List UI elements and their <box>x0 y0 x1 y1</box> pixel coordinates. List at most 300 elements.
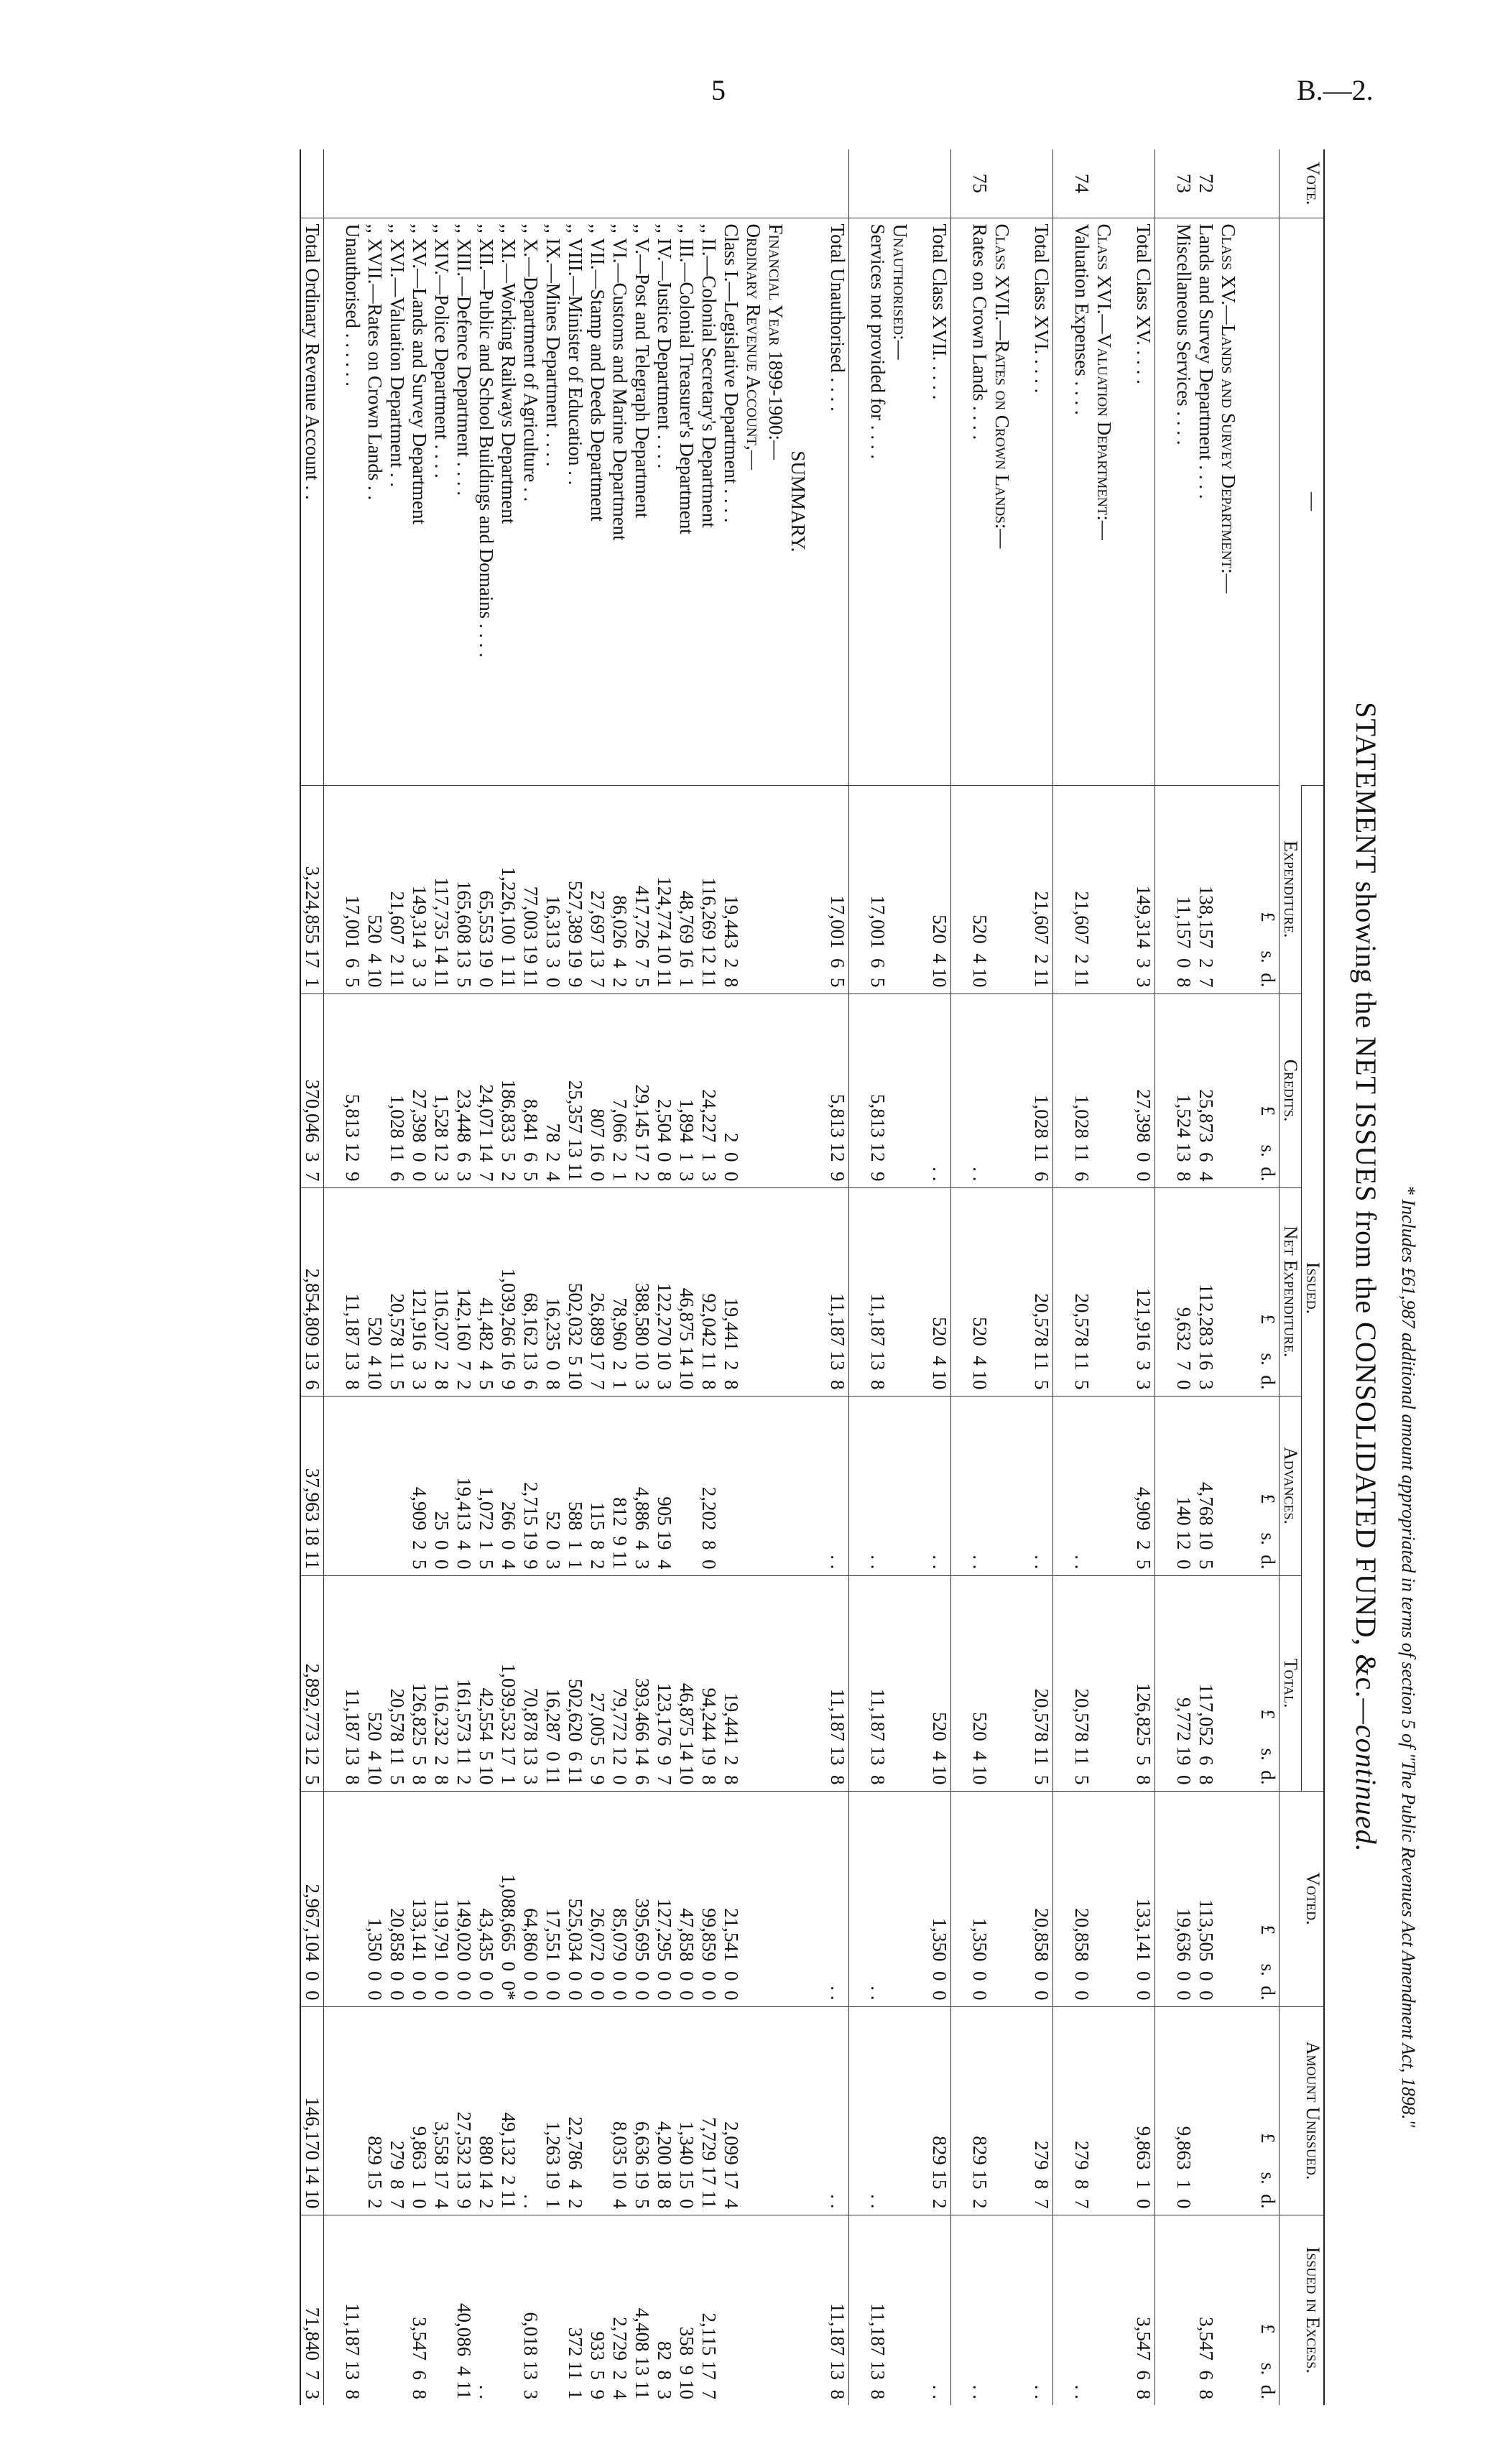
empty-cell <box>889 1396 911 1575</box>
amount-cell: 11,187 13 8 <box>866 2215 889 2405</box>
amount-cell: 133,141 0 0 <box>1132 1791 1155 2006</box>
amount-cell: 2,715 19 9 <box>519 1396 542 1575</box>
amount-cell: 588 1 1 <box>564 1396 586 1575</box>
amount-cell: 4,408 13 11 <box>631 2215 653 2405</box>
empty-cell <box>991 994 1013 1187</box>
empty-cell <box>742 1575 764 1791</box>
empty-cell <box>787 994 809 1187</box>
units-row <box>1257 149 1280 2405</box>
amount-cell: 186,833 5 2 <box>497 994 519 1187</box>
amount-cell <box>364 2215 386 2405</box>
row-label: Services not provided for . . . . <box>866 218 889 785</box>
empty-cell <box>1013 785 1030 994</box>
amount-cell: 86,026 4 2 <box>609 785 631 994</box>
empty-cell <box>764 1575 787 1791</box>
empty-cell <box>1115 1187 1132 1396</box>
summary-row <box>475 149 497 2405</box>
empty-cell <box>1093 2006 1115 2215</box>
spacer-row <box>1239 149 1257 2405</box>
amount-cell: 94,244 19 8 <box>698 1575 720 1791</box>
row-label: ,, IV.—Justice Department . . . . <box>653 218 675 785</box>
empty-cell <box>951 994 969 1187</box>
empty-cell <box>1155 994 1173 1187</box>
amount-cell: 11,187 13 8 <box>341 1187 364 1396</box>
empty-cell <box>991 1575 1013 1791</box>
amount-cell: 417,726 7 5 <box>631 785 653 994</box>
empty-cell <box>764 1396 787 1575</box>
empty-cell <box>1053 2215 1071 2405</box>
amount-cell: 47,858 0 0 <box>675 1791 698 2006</box>
row-label: ,, III.—Colonial Treasurer's Department <box>675 218 698 785</box>
summary-row <box>497 149 519 2405</box>
amount-cell: 25,357 13 11 <box>564 994 586 1187</box>
vote-number <box>675 149 698 218</box>
amount-cell: 1,340 15 0 <box>675 2006 698 2215</box>
amount-cell: 905 19 4 <box>653 1396 675 1575</box>
amount-cell: . . <box>826 2006 849 2215</box>
amount-cell: 161,573 11 2 <box>453 1575 475 1791</box>
vote-cell <box>1217 149 1239 218</box>
amount-cell <box>675 1396 698 1575</box>
empty-cell <box>1239 1187 1257 1396</box>
amount-cell: 1,028 11 6 <box>1030 994 1053 1187</box>
amount-cell <box>542 2215 564 2405</box>
section-heading: Ordinary Revenue Account,— <box>742 218 764 785</box>
amount-cell: 4,909 2 5 <box>408 1396 430 1575</box>
amount-cell: 11,187 13 8 <box>866 1575 889 1791</box>
amount-cell: 1,226,100 1 11 <box>497 785 519 994</box>
empty-cell <box>911 1187 928 1396</box>
amount-cell: 520 4 10 <box>968 1575 991 1791</box>
empty-cell <box>1013 1791 1030 2006</box>
empty-cell <box>1053 1575 1071 1791</box>
amount-cell: 17,001 6 5 <box>826 785 849 994</box>
amount-cell: 1,894 1 3 <box>675 994 698 1187</box>
amount-cell: 117,052 6 8 <box>1195 1575 1217 1791</box>
vote-number <box>341 149 364 218</box>
empty-cell <box>1093 1187 1115 1396</box>
amount-cell: 2,967,104 0 0 <box>300 1791 324 2006</box>
row-label: ,, XII.—Public and School Buildings and Domains . . . . <box>475 218 497 785</box>
summary-account-row <box>742 149 764 2405</box>
amount-cell: 20,858 0 0 <box>386 1791 408 2006</box>
amount-cell: 21,607 2 11 <box>1070 785 1093 994</box>
row-label: ,, VII.—Stamp and Deeds Department <box>586 218 609 785</box>
amount-cell: 279 8 7 <box>386 2006 408 2215</box>
empty-cell <box>889 785 911 994</box>
empty-cell <box>809 1575 826 1791</box>
amount-cell: 502,032 5 10 <box>564 1187 586 1396</box>
vote-number: 72 <box>1195 173 1217 193</box>
empty-cell <box>1115 1396 1132 1575</box>
unit-cell: £ s. d. <box>1257 785 1280 994</box>
row-label: Total Class XVII. . . . . <box>928 218 951 785</box>
empty-cell <box>1155 2215 1173 2405</box>
empty-cell <box>324 1791 342 2006</box>
summary-row <box>542 149 564 2405</box>
amount-cell: 370,046 3 7 <box>300 994 324 1187</box>
table-row <box>1195 149 1217 2405</box>
amount-cell: 1,263 19 1 <box>542 2006 564 2215</box>
amount-cell: 11,187 13 8 <box>341 1575 364 1791</box>
total-row <box>826 149 849 2405</box>
section-heading-row <box>1093 149 1115 2405</box>
amount-cell: 393,466 14 6 <box>631 1575 653 1791</box>
amount-cell: 279 8 7 <box>1030 2006 1053 2215</box>
amount-cell: 20,578 11 5 <box>1070 1575 1093 1791</box>
empty-cell <box>1217 2215 1239 2405</box>
vote-number: 74 <box>1071 173 1093 193</box>
amount-cell: 43,435 0 0 <box>475 1791 497 2006</box>
footnote: * Includes £61,987 additional amount appropriated in terms of section 5 of "The Public Revenues Act Amendment Act, 1898." <box>1398 1185 1419 2128</box>
table-row <box>1172 149 1195 2405</box>
row-label: ,, VIII.—Minister of Education . . <box>564 218 586 785</box>
spacer-row <box>809 149 826 2405</box>
section-heading: Class XVII.—Rates on Crown Lands:— <box>991 218 1013 785</box>
vote-number <box>826 149 849 218</box>
statement-title: STATEMENT showing the NET ISSUES from the CONSOLIDATED FUND, &c.—continued. <box>1350 702 1382 1853</box>
amount-cell: . . <box>968 994 991 1187</box>
amount-cell: 19,413 4 0 <box>453 1396 475 1575</box>
page-number: 5 <box>711 74 726 106</box>
amount-cell: 2,202 8 0 <box>698 1396 720 1575</box>
amount-cell: 17,001 6 5 <box>341 785 364 994</box>
empty-cell <box>889 2215 911 2405</box>
empty-cell <box>849 785 867 994</box>
amount-cell: 2,729 2 4 <box>609 2215 631 2405</box>
empty-cell <box>951 1396 969 1575</box>
amount-cell: 8,841 6 5 <box>519 994 542 1187</box>
amount-cell: 40,086 4 11 <box>453 2215 475 2405</box>
amount-cell: 124,774 10 11 <box>653 785 675 994</box>
empty-cell <box>764 2215 787 2405</box>
empty-cell <box>991 2006 1013 2215</box>
row-label: ,, XVII.—Rates on Crown Lands . . <box>364 218 386 785</box>
amount-cell: 126,825 5 8 <box>1132 1575 1155 1791</box>
amount-cell: 9,863 1 0 <box>1132 2006 1155 2215</box>
empty-cell <box>889 994 911 1187</box>
amount-cell: 6,018 13 3 <box>519 2215 542 2405</box>
empty-cell <box>911 785 928 994</box>
amount-cell: 829 15 2 <box>968 2006 991 2215</box>
amount-cell: 119,791 0 0 <box>430 1791 453 2006</box>
amount-cell: 3,547 6 8 <box>1132 2215 1155 2405</box>
empty-cell <box>951 785 969 994</box>
description-header: — <box>1280 218 1325 785</box>
empty-cell <box>911 1396 928 1575</box>
empty-cell <box>1217 994 1239 1187</box>
amount-cell: 520 4 10 <box>364 785 386 994</box>
vote-number <box>720 149 742 218</box>
empty-cell <box>1239 218 1257 785</box>
empty-cell <box>809 2006 826 2215</box>
amount-cell: 4,909 2 5 <box>1132 1396 1155 1575</box>
amount-cell: 20,578 11 5 <box>1030 1187 1053 1396</box>
amount-cell: 5,813 12 9 <box>826 994 849 1187</box>
total-row <box>1132 149 1155 2405</box>
empty-cell <box>1155 1791 1173 2006</box>
empty-cell <box>1013 149 1030 218</box>
empty-cell <box>1115 1791 1132 2006</box>
document-reference: B.—2. <box>1297 74 1374 106</box>
empty-cell <box>809 1187 826 1396</box>
empty-cell <box>787 2215 809 2405</box>
empty-cell <box>991 1791 1013 2006</box>
amount-cell: 16,313 3 0 <box>542 785 564 994</box>
amount-cell: 22,786 4 2 <box>564 2006 586 2215</box>
amount-cell: 2,099 17 4 <box>720 2006 742 2215</box>
vote-number <box>475 149 497 218</box>
amount-cell: 19,636 0 0 <box>1172 1791 1195 2006</box>
amount-cell: 113,505 0 0 <box>1195 1791 1217 2006</box>
amount-cell: 27,532 13 9 <box>453 2006 475 2215</box>
vote-number <box>866 149 889 218</box>
empty-cell <box>991 1187 1013 1396</box>
table-row <box>866 149 889 2405</box>
section-heading: Class XVI.—Valuation Department:— <box>1093 218 1115 785</box>
vote-number: 75 <box>969 173 991 193</box>
empty-cell <box>742 2006 764 2215</box>
summary-row <box>341 149 364 2405</box>
section-heading-row <box>889 149 911 2405</box>
empty-cell <box>951 218 969 785</box>
amount-cell: 520 4 10 <box>364 1575 386 1791</box>
amount-cell: 358 9 10 <box>675 2215 698 2405</box>
amount-cell: 46,875 14 10 <box>675 1575 698 1791</box>
amount-cell: 1,039,532 17 1 <box>497 1575 519 1791</box>
empty-cell <box>324 2006 342 2215</box>
summary-row <box>519 149 542 2405</box>
amount-cell: 116,232 2 8 <box>430 1575 453 1791</box>
amount-cell: 20,578 11 5 <box>1030 1575 1053 1791</box>
amount-cell: 17,551 0 0 <box>542 1791 564 2006</box>
empty-cell <box>324 1187 342 1396</box>
amount-cell: 807 16 0 <box>586 994 609 1187</box>
row-label: ,, IX.—Mines Department . . . . <box>542 218 564 785</box>
vote-number <box>698 149 720 218</box>
empty-cell <box>1093 1396 1115 1575</box>
empty-cell <box>1217 1396 1239 1575</box>
amount-cell <box>720 1396 742 1575</box>
summary-row <box>675 149 698 2405</box>
empty-cell <box>911 994 928 1187</box>
rotated-statement <box>33 149 1391 2405</box>
amount-cell: 1,088,665 0 0* <box>497 1791 519 2006</box>
vote-cell <box>1257 149 1280 218</box>
empty-cell <box>324 2215 342 2405</box>
summary-row <box>364 149 386 2405</box>
amount-cell <box>364 1396 386 1575</box>
row-label: ,, VI.—Customs and Marine Department <box>609 218 631 785</box>
amount-cell: 11,187 13 8 <box>826 2215 849 2405</box>
amount-cell: 1,350 0 0 <box>928 1791 951 2006</box>
empty-cell <box>849 994 867 1187</box>
amount-cell: 527,389 19 9 <box>564 785 586 994</box>
empty-cell <box>889 1575 911 1791</box>
empty-cell <box>1115 149 1132 218</box>
empty-cell <box>911 2006 928 2215</box>
amount-cell: 2,504 0 8 <box>653 994 675 1187</box>
advances-header: Advances. <box>1280 1396 1302 1575</box>
amount-cell: 24,071 14 7 <box>475 994 497 1187</box>
empty-cell <box>991 1396 1013 1575</box>
empty-cell <box>1239 1396 1257 1575</box>
unit-cell: £ s. d. <box>1257 1791 1280 2006</box>
issued-header: Issued. <box>1302 785 1325 1791</box>
amount-cell: 64,860 0 0 <box>519 1791 542 2006</box>
row-label: Unauthorised . . . . . . <box>341 218 364 785</box>
amount-cell <box>386 2215 408 2405</box>
amount-cell <box>430 2215 453 2405</box>
empty-cell <box>1013 2215 1030 2405</box>
amount-cell: 121,916 3 3 <box>408 1187 430 1396</box>
empty-cell <box>911 1791 928 2006</box>
vote-cell <box>742 149 764 218</box>
empty-cell <box>764 1791 787 2006</box>
row-label: ,, X.—Department of Agriculture . . <box>519 218 542 785</box>
section-heading: SUMMARY. <box>787 218 809 785</box>
amount-cell: 71,840 7 3 <box>300 2215 324 2405</box>
amount-cell: 149,020 0 0 <box>453 1791 475 2006</box>
amount-cell: 85,079 0 0 <box>609 1791 631 2006</box>
row-label: Total Class XV. . . . . <box>1132 218 1155 785</box>
amount-cell: 11,187 13 8 <box>826 1187 849 1396</box>
empty-cell <box>809 2215 826 2405</box>
amount-cell <box>720 2215 742 2405</box>
vote-number <box>408 149 430 218</box>
summary-row <box>653 149 675 2405</box>
amount-cell: 5,813 12 9 <box>866 994 889 1187</box>
amount-cell: 1,350 0 0 <box>968 1791 991 2006</box>
amount-cell: 880 14 2 <box>475 2006 497 2215</box>
amount-cell: 133,141 0 0 <box>408 1791 430 2006</box>
header-row-1 <box>1302 149 1325 2405</box>
empty-cell <box>764 1187 787 1396</box>
summary-row <box>386 149 408 2405</box>
empty-cell <box>1053 1791 1071 2006</box>
amount-cell: 20,578 11 5 <box>386 1187 408 1396</box>
unissued-header: Amount Unissued. <box>1280 2006 1325 2215</box>
empty-cell <box>1239 2006 1257 2215</box>
vote-cell <box>991 149 1013 218</box>
amount-cell: 520 4 10 <box>968 785 991 994</box>
amount-cell: 395,695 0 0 <box>631 1791 653 2006</box>
amount-cell: 26,072 0 0 <box>586 1791 609 2006</box>
row-label: ,, II.—Colonial Secretary's Department <box>698 218 720 785</box>
amount-cell: 7,066 2 1 <box>609 994 631 1187</box>
row-label: ,, XI.—Working Railways Department <box>497 218 519 785</box>
spacer-row <box>324 149 342 2405</box>
amount-cell: . . <box>519 2006 542 2215</box>
voted-header: Voted. <box>1280 1791 1325 2006</box>
vote-cell <box>764 149 787 218</box>
row-label: ,, XVI.—Valuation Department . . <box>386 218 408 785</box>
grand-total-row <box>300 149 324 2405</box>
amount-cell: 21,607 2 11 <box>386 785 408 994</box>
amount-cell: 82 8 3 <box>653 2215 675 2405</box>
amount-cell: 146,170 14 10 <box>300 2006 324 2215</box>
vote-number <box>542 149 564 218</box>
amount-cell <box>386 1396 408 1575</box>
row-label: Lands and Survey Department . . . . <box>1195 218 1217 785</box>
spacer-row <box>911 149 928 2405</box>
amount-cell: 266 0 4 <box>497 1396 519 1575</box>
vote-number <box>300 149 324 218</box>
vote-number <box>453 149 475 218</box>
empty-cell <box>809 1791 826 2006</box>
empty-cell <box>849 2215 867 2405</box>
amount-cell <box>341 1396 364 1575</box>
amount-cell: 11,187 13 8 <box>866 1187 889 1396</box>
unit-cell: £ s. d. <box>1257 1396 1280 1575</box>
amount-cell: 829 15 2 <box>928 2006 951 2215</box>
empty-cell <box>787 1791 809 2006</box>
net-expenditure-header: Net Expenditure. <box>1280 1187 1302 1396</box>
amount-cell: 65,553 19 0 <box>475 785 497 994</box>
amount-cell: 2 0 0 <box>720 994 742 1187</box>
amount-cell <box>364 994 386 1187</box>
unit-cell: £ s. d. <box>1257 2215 1280 2405</box>
empty-cell <box>1239 1791 1257 2006</box>
amount-cell: 27,005 5 9 <box>586 1575 609 1791</box>
empty-cell <box>809 149 826 218</box>
amount-cell: 70,878 13 3 <box>519 1575 542 1791</box>
empty-cell <box>1239 149 1257 218</box>
amount-cell: 7,729 17 11 <box>698 2006 720 2215</box>
amount-cell: 1,028 11 6 <box>1070 994 1093 1187</box>
amount-cell: 27,697 13 7 <box>586 785 609 994</box>
empty-cell <box>1115 2215 1132 2405</box>
amount-cell: 1,524 13 8 <box>1172 994 1195 1187</box>
empty-cell <box>324 218 342 785</box>
empty-cell <box>911 1575 928 1791</box>
amount-cell: 2,854,809 13 6 <box>300 1187 324 1396</box>
row-label: Valuation Expenses . . . . <box>1070 218 1093 785</box>
amount-cell: 1,528 12 3 <box>430 994 453 1187</box>
empty-cell <box>742 1396 764 1575</box>
empty-cell <box>911 149 928 218</box>
amount-cell: 5,813 12 9 <box>341 994 364 1187</box>
empty-cell <box>1093 785 1115 994</box>
summary-heading-row <box>787 149 809 2405</box>
empty-cell <box>1155 1396 1173 1575</box>
empty-cell <box>809 218 826 785</box>
amount-cell: 16,235 0 8 <box>542 1187 564 1396</box>
empty-cell <box>1239 1575 1257 1791</box>
empty-cell <box>1155 149 1173 218</box>
empty-cell <box>1217 1187 1239 1396</box>
amount-cell: 116,207 2 8 <box>430 1187 453 1396</box>
amount-cell: 21,541 0 0 <box>720 1791 742 2006</box>
amount-cell: . . <box>826 1791 849 2006</box>
row-label: Rates on Crown Lands . . . . <box>968 218 991 785</box>
vote-cell <box>889 149 911 218</box>
amount-cell: 48,769 16 1 <box>675 785 698 994</box>
amount-cell: 4,886 4 3 <box>631 1396 653 1575</box>
amount-cell: 52 0 3 <box>542 1396 564 1575</box>
amount-cell: 126,825 5 8 <box>408 1575 430 1791</box>
section-heading-row <box>1217 149 1239 2405</box>
amount-cell: 3,558 17 4 <box>430 2006 453 2215</box>
amount-cell: 165,608 13 5 <box>453 785 475 994</box>
empty-cell <box>1155 785 1173 994</box>
amount-cell: 2,115 17 7 <box>698 2215 720 2405</box>
amount-cell: 525,034 0 0 <box>564 1791 586 2006</box>
amount-cell: 372 11 1 <box>564 2215 586 2405</box>
empty-cell <box>787 1575 809 1791</box>
amount-cell: . . <box>968 2215 991 2405</box>
spacer-row <box>1115 149 1132 2405</box>
